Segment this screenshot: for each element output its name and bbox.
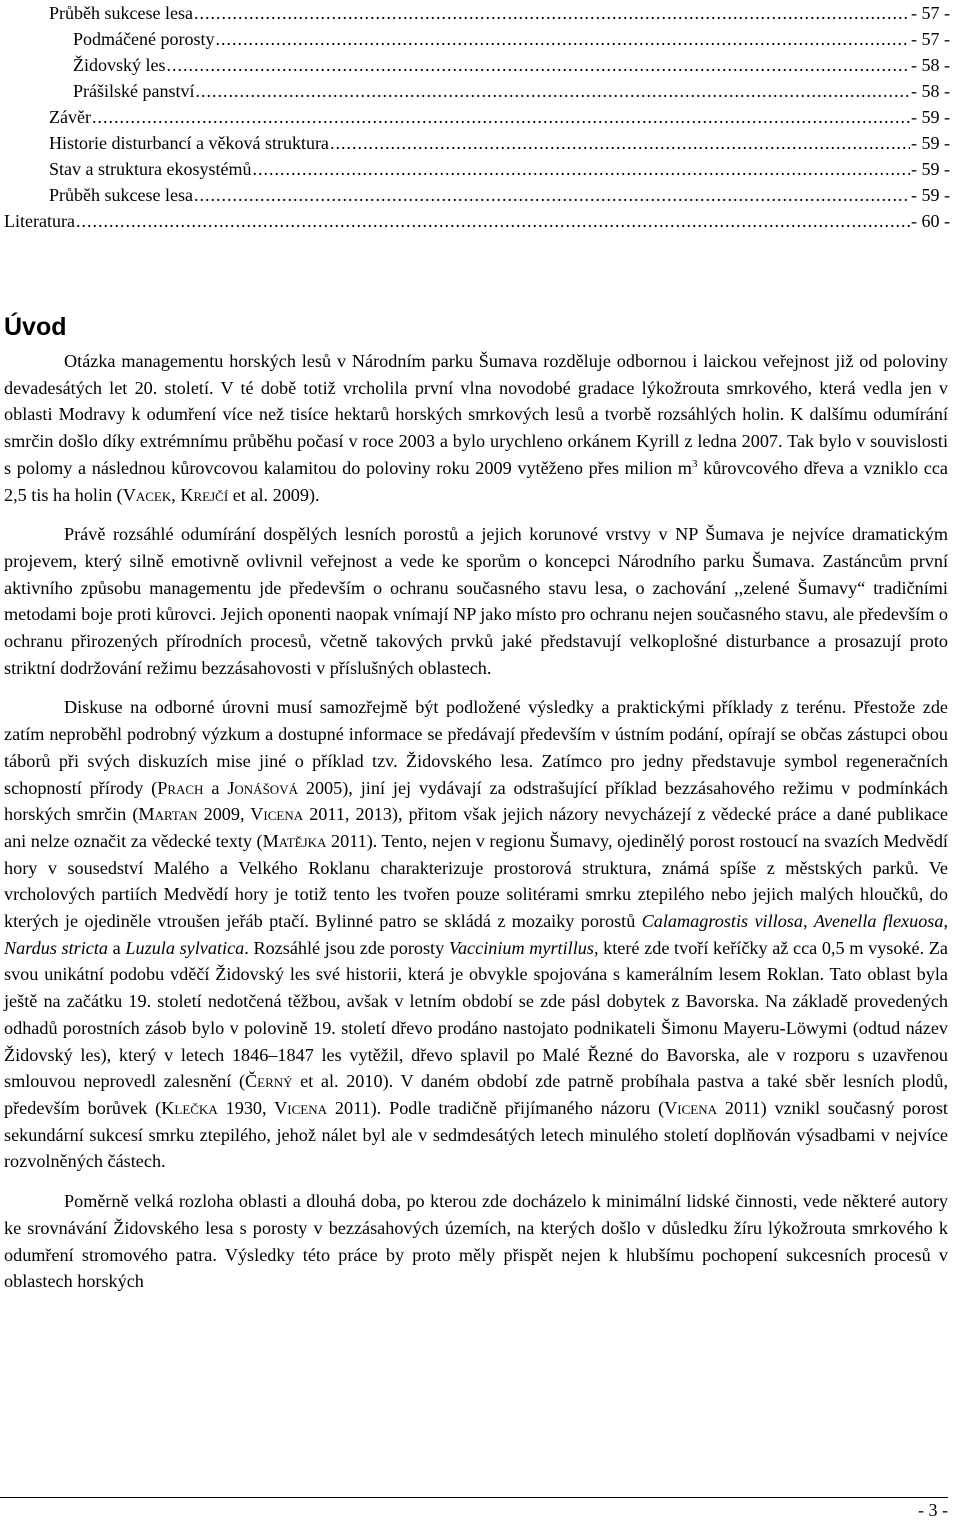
toc-dot-leader bbox=[194, 0, 910, 26]
toc-dot-leader bbox=[330, 130, 910, 156]
section-heading: Úvod bbox=[4, 313, 67, 341]
footer-rule bbox=[0, 1497, 948, 1498]
paragraph: Právě rozsáhlé odumírání dospělých lesních porostů a jejich korunové vrstvy v NP Šumava je nejvíce dramatickým projevem, který silně emotivně ovlivnil veřejnost a vede ke sporům o koncepci Národního parku Šumava. Zastáncům první aktivního způsobu managementu jde především o ochranu současného stavu lesa, o zachování ,,zelené Šumavy“ tradičními metodami boje proti kůrovci. Jejich oponenti naopak vnímají NP jako místo pro ochranu nejen současného stavu, ale především o ochranu přirozených přírodních procesů, včetně takových prvků jaké představují velkoplošné disturbance a prosazují proto striktní dodržování režimu bezzásahovosti v příslušných oblastech. bbox=[4, 524, 948, 678]
toc-dot-leader bbox=[215, 26, 910, 52]
toc-entry-page: - 57 - bbox=[911, 29, 950, 49]
toc-entry-page: - 59 - bbox=[911, 185, 950, 205]
toc-dot-leader bbox=[252, 156, 910, 182]
toc-entry-label: Historie disturbancí a věková struktura bbox=[49, 133, 329, 153]
toc-entry[interactable] bbox=[49, 156, 950, 182]
toc-entry-label: Stav a struktura ekosystémů bbox=[49, 159, 252, 179]
toc-entry-label: Průběh sukcese lesa bbox=[49, 185, 193, 205]
toc-entry[interactable] bbox=[49, 104, 950, 130]
paragraph: Poměrně velká rozloha oblasti a dlouhá doba, po kterou zde docházelo k minimální lidské činnosti, vede některé autory ke srovnávání Židovského lesa s porosty v bezzásahových územích, na kterých došlo v důsledku žíru lýkožrouta smrkového k odumření stromového patra. Výsledky této práce by proto měly přispět nejen k hlubšímu pochopení sukcesních procesů v oblastech horských bbox=[4, 1191, 948, 1292]
toc-entry[interactable] bbox=[73, 26, 950, 52]
toc-entry-page: - 60 - bbox=[911, 211, 950, 231]
body-text bbox=[4, 348, 948, 1308]
toc-entry-label: Židovský les bbox=[73, 55, 166, 75]
toc-entry-label: Literatura bbox=[4, 211, 75, 231]
toc-dot-leader bbox=[167, 52, 911, 78]
paragraph: Otázka managementu horských lesů v Národním parku Šumava rozděluje odbornou i laickou veřejnost již od poloviny devadesátých let 20. století. V té době totiž vrcholila první vlna novodobé gradace lýkožrouta smrkového, která vedla jen v oblasti Modravy k odumření více než tisíce hektarů horských smrkových lesů a tvorbě rozsáhlých holin. K dalšímu odumírání smrčin došlo díky extrémnímu průběhu počasí v roce 2003 a bylo urychleno orkánem Kyrill z ledna 2007. Tak bylo v souvislosti s polomy a následnou kůrovcovou kalamitou do poloviny roku 2009 vytěženo přes milion $m^3$ kůrovcového dřeva a vzniklo cca 2,5 tis ha holin (Vacek, Krejčí et al. 2009). bbox=[4, 351, 948, 505]
toc-entry-page: - 59 - bbox=[911, 107, 950, 127]
paragraph: Diskuse na odborné úrovni musí samozřejmě být podložené výsledky a praktickými příklady z terénu. Přestože zde zatím neproběhl podrobný výzkum a dostupné informace se předávají především v ústním podání, opírají se občas zástupci obou táborů při svých diskuzích mise jiné o příklad tzv. Židovského lesa. Zatímco pro jedny představuje symbol regeneračních schopností přírody (Prach a Jonášová 2005), jiní jej vydávají za odstrašující příklad bezzásahového režimu v podmínkách horských smrčin (Martan 2009, Vicena 2011, 2013), přitom však jejich názory nevycházejí z vědecké práce a dané publikace ani nelze označit za vědecké texty (Matějka 2011). Tento, nejen v regionu Šumavy, ojedinělý porost rostoucí na svazích Medvědí hory v sousedství Malého a Velkého Roklanu charakterizuje prostorová struktura, známá spíše z městských parků. Ve vrcholových partiích Medvědí hory je totiž tento les tvořen pouze solitérami smrku ztepilého nebo jejich malých hloučků, do kterých je ojediněle vtroušen jeřáb ptačí. Bylinné patro se skládá z mozaiky porostů Calamagrostis villosa, Avenella flexuosa, Nardus stricta a Luzula sylvatica. Rozsáhlé jsou zde porosty Vaccinium myrtillus, které zde tvoří keříčky až cca 0,5 m vysoké. Za svou unikátní podobu vděčí Židovský les své historii, která je obvykle spojována s kamerálním lesem Roklan. Tato oblast byla ještě na začátku 19. století nedotčená těžbou, avšak v letním období se zde pásl dobytek z Bavorska. Na základě provedených odhadů porostních zásob bylo v polovině 19. století dřevo prodáno nastojato podnikateli Šimonu Mayeru-Löwymi (odtud název Židovský les), který v letech 1846–1847 les vytěžil, dřevo splavil po Malé Řezné do Bavorska, ale v rozporu s uzavřenou smlouvou neprovedl zalesnění (Černý et al. 2010). V daném období zde patrně probíhala pastva a také sběr lesních plodů, především borůvek (Klečka 1930, Vicena 2011). Podle tradičně přijímaného názoru (Vicena 2011) vznikl současný porost sekundární sukcesí smrku ztepilého, jehož nálet byl ale v sedmdesátých letech minulého století doplňován výsadbami v nejvíce rozvolněných částech. bbox=[4, 697, 949, 1172]
toc-entry[interactable] bbox=[49, 130, 950, 156]
toc-entry-label: Prášilské panství bbox=[73, 81, 195, 101]
toc-entry-page: - 59 - bbox=[911, 159, 950, 179]
page-number: - 3 - bbox=[918, 1500, 948, 1520]
toc-entry-page: - 58 - bbox=[911, 55, 950, 75]
toc-entry[interactable] bbox=[4, 208, 950, 234]
toc-entry-label: Závěr bbox=[49, 107, 91, 127]
toc-entry[interactable] bbox=[73, 52, 950, 78]
toc-dot-leader bbox=[92, 104, 910, 130]
toc-dot-leader bbox=[194, 182, 910, 208]
toc-dot-leader bbox=[196, 78, 911, 104]
toc-dot-leader bbox=[76, 208, 910, 234]
toc-entry-page: - 57 - bbox=[911, 3, 950, 23]
toc-entry-label: Podmáčené porosty bbox=[73, 29, 215, 49]
toc-entry-label: Průběh sukcese lesa bbox=[49, 3, 193, 23]
toc-entry[interactable] bbox=[49, 0, 950, 26]
toc-entry-page: - 59 - bbox=[911, 133, 950, 153]
toc-entry[interactable] bbox=[49, 182, 950, 208]
toc-entry[interactable] bbox=[73, 78, 950, 104]
toc-entry-page: - 58 - bbox=[911, 81, 950, 101]
